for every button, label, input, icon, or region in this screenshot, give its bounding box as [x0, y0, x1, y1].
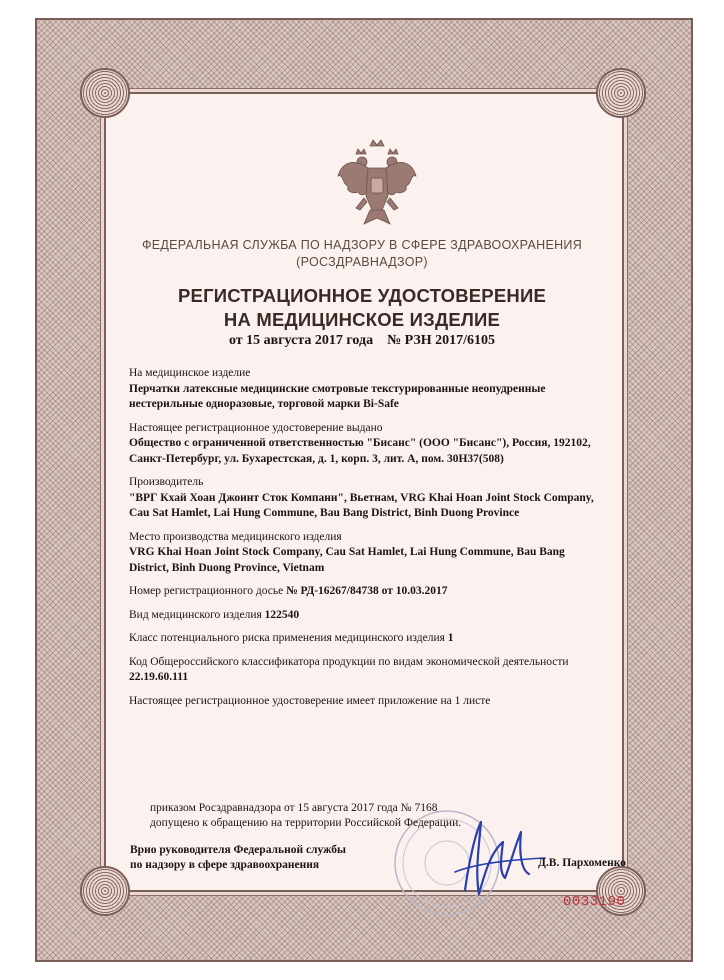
title-line-1: РЕГИСТРАЦИОННОЕ УДОСТОВЕРЕНИЕ: [178, 285, 546, 306]
risk-class-label: Класс потенциального риска применения медицинского изделия: [129, 632, 445, 644]
manufacturer-value: "ВРГ Кхай Хоан Джоинт Сток Компани", Вьетнам, VRG Khai Hoan Joint Stock Company, Cau Sat Hamlet, Lai Hung Commune, Bau Bang District, Binh Duong Province: [129, 491, 594, 519]
signer-name: Д.В. Пархоменко: [538, 857, 626, 869]
corner-rosette: [80, 866, 130, 916]
corner-rosette: [80, 68, 130, 118]
okpd-value: 22.19.60.111: [129, 671, 189, 683]
manufacturer-section: [129, 475, 599, 522]
agency-name: [110, 237, 614, 271]
double-headed-eagle-emblem: [334, 138, 420, 230]
dossier-value: № РД-16267/84738 от 10.03.2017: [286, 585, 448, 597]
agency-line-1: ФЕДЕРАЛЬНАЯ СЛУЖБА ПО НАДЗОРУ В СФЕРЕ ЗДРАВООХРАНЕНИЯ: [141, 238, 583, 252]
certificate-date-number: [110, 333, 614, 349]
device-type-label: Вид медицинского изделия: [129, 608, 262, 621]
risk-class-section: [129, 631, 599, 647]
okpd-section: [129, 655, 599, 686]
corner-rosette: [596, 68, 646, 118]
order-line-1: приказом Росздравнадзора от 15 августа 2017 года № 7168: [150, 802, 438, 814]
signer-line-1: Врио руководителя Федеральной службы: [130, 844, 347, 856]
issue-date: от 15 августа 2017 года: [228, 333, 374, 348]
dossier-label: Номер регистрационного досье: [129, 585, 284, 597]
production-place-value: VRG Khai Hoan Joint Stock Company, Cau Sat Hamlet, Lai Hung Commune, Bau Bang District, Binh Duong Province, Vietnam: [129, 546, 565, 574]
dossier-section: [129, 584, 599, 600]
device-type-section: [129, 608, 599, 624]
production-place-section: [129, 530, 599, 577]
issued-to-label: Настоящее регистрационное удостоверение выдано: [129, 421, 383, 434]
issued-to-value: Общество с ограниченной ответственностью "Бисанс" (ООО "Бисанс"), Россия, 192102, Санкт-Петербург, ул. Бухарестская, д. 1, корп. 3, лит. А, пом. 30Н37(508): [129, 437, 591, 465]
signer-line-2: по надзору в сфере здравоохранения: [130, 858, 320, 871]
okpd-label: Код Общероссийского классификатора продукции по видам экономической деятельности: [129, 655, 569, 668]
serial-number: 0033190: [563, 894, 626, 910]
production-place-label: Место производства медицинского изделия: [129, 530, 342, 543]
device-type-value: 122540: [264, 608, 300, 621]
manufacturer-label: Производитель: [129, 476, 204, 488]
title-line-2: НА МЕДИЦИНСКОЕ ИЗДЕЛИЕ: [223, 309, 501, 330]
issued-to-section: [129, 421, 599, 468]
agency-line-2: (РОСЗДРАВНАДЗОР): [296, 255, 428, 269]
product-value: Перчатки латексные медицинские смотровые текстурированные неопудренные нестерильные одноразовые, торговой марки Bi-Safe: [129, 382, 546, 410]
registration-number: № РЗН 2017/6105: [387, 333, 496, 348]
signer-position: [130, 843, 370, 872]
appendix-note: Настоящее регистрационное удостоверение имеет приложение на 1 листе: [129, 694, 491, 707]
certificate-title: [110, 284, 614, 332]
risk-class-value: 1: [447, 632, 454, 644]
product-section: [129, 366, 599, 413]
certificate-body: [129, 366, 599, 717]
product-label: На медицинское изделие: [129, 367, 251, 379]
order-line-2: допущено к обращению на территории Российской Федерации.: [150, 817, 462, 829]
